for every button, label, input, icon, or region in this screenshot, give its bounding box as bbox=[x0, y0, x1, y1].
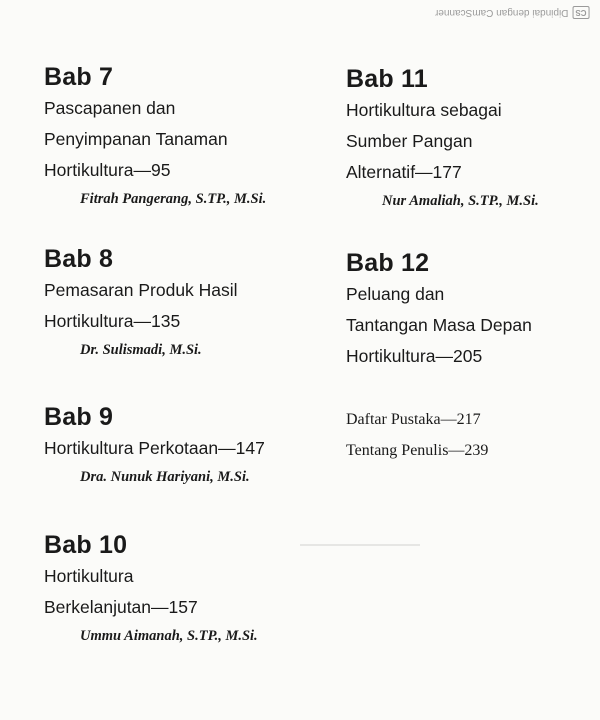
toc-entry-tentang-penulis[interactable]: Tentang Penulis—239 bbox=[346, 442, 489, 459]
chapter-title-line: Sumber Pangan bbox=[346, 131, 473, 151]
camscanner-text: Dipindai dengan CamScanner bbox=[435, 7, 569, 18]
toc-back-matter bbox=[346, 404, 488, 466]
chapter-author: Dr. Sulismadi, M.Si. bbox=[80, 342, 202, 358]
chapter-title-line: Tantangan Masa Depan bbox=[346, 315, 532, 335]
camscanner-badge: CS bbox=[573, 6, 590, 19]
chapter-author: Nur Amaliah, S.TP., M.Si. bbox=[382, 193, 539, 209]
chapter-title-line: Hortikultura bbox=[44, 566, 134, 586]
show-through-decoration bbox=[300, 540, 420, 557]
chapter-author: Dra. Nunuk Hariyani, M.Si. bbox=[80, 469, 250, 485]
chapter-number: Bab 7 bbox=[44, 63, 114, 91]
toc-entry-bab-12[interactable] bbox=[346, 248, 532, 371]
chapter-title-line: Pemasaran Produk Hasil bbox=[44, 280, 238, 300]
toc-entry-bab-11[interactable] bbox=[346, 64, 539, 211]
toc-entry-daftar-pustaka[interactable]: Daftar Pustaka—217 bbox=[346, 411, 481, 428]
chapter-number: Bab 10 bbox=[44, 531, 128, 559]
chapter-number: Bab 12 bbox=[346, 249, 430, 277]
chapter-number: Bab 11 bbox=[346, 65, 428, 93]
scanner-watermark bbox=[435, 6, 590, 19]
chapter-title-line: Pascapanen dan bbox=[44, 98, 176, 118]
chapter-title-line: Hortikultura—95 bbox=[44, 160, 171, 180]
chapter-title-line: Peluang dan bbox=[346, 284, 445, 304]
chapter-number: Bab 9 bbox=[44, 403, 114, 431]
chapter-author: Fitrah Pangerang, S.TP., M.Si. bbox=[80, 191, 267, 207]
chapter-title-line: Penyimpanan Tanaman bbox=[44, 129, 228, 149]
chapter-title-line: Hortikultura—205 bbox=[346, 346, 483, 366]
toc-entry-bab-8[interactable] bbox=[44, 244, 238, 360]
chapter-title-line: Hortikultura sebagai bbox=[346, 100, 502, 120]
toc-entry-bab-9[interactable] bbox=[44, 402, 265, 487]
toc-entry-bab-7[interactable] bbox=[44, 62, 266, 209]
chapter-title-line: Hortikultura Perkotaan—147 bbox=[44, 438, 265, 458]
chapter-author: Ummu Aimanah, S.TP., M.Si. bbox=[80, 628, 258, 644]
chapter-title-line: Berkelanjutan—157 bbox=[44, 597, 198, 617]
toc-entry-bab-10[interactable] bbox=[44, 530, 258, 646]
chapter-title-line: Alternatif—177 bbox=[346, 162, 462, 182]
chapter-title-line: Hortikultura—135 bbox=[44, 311, 181, 331]
chapter-number: Bab 8 bbox=[44, 245, 114, 273]
